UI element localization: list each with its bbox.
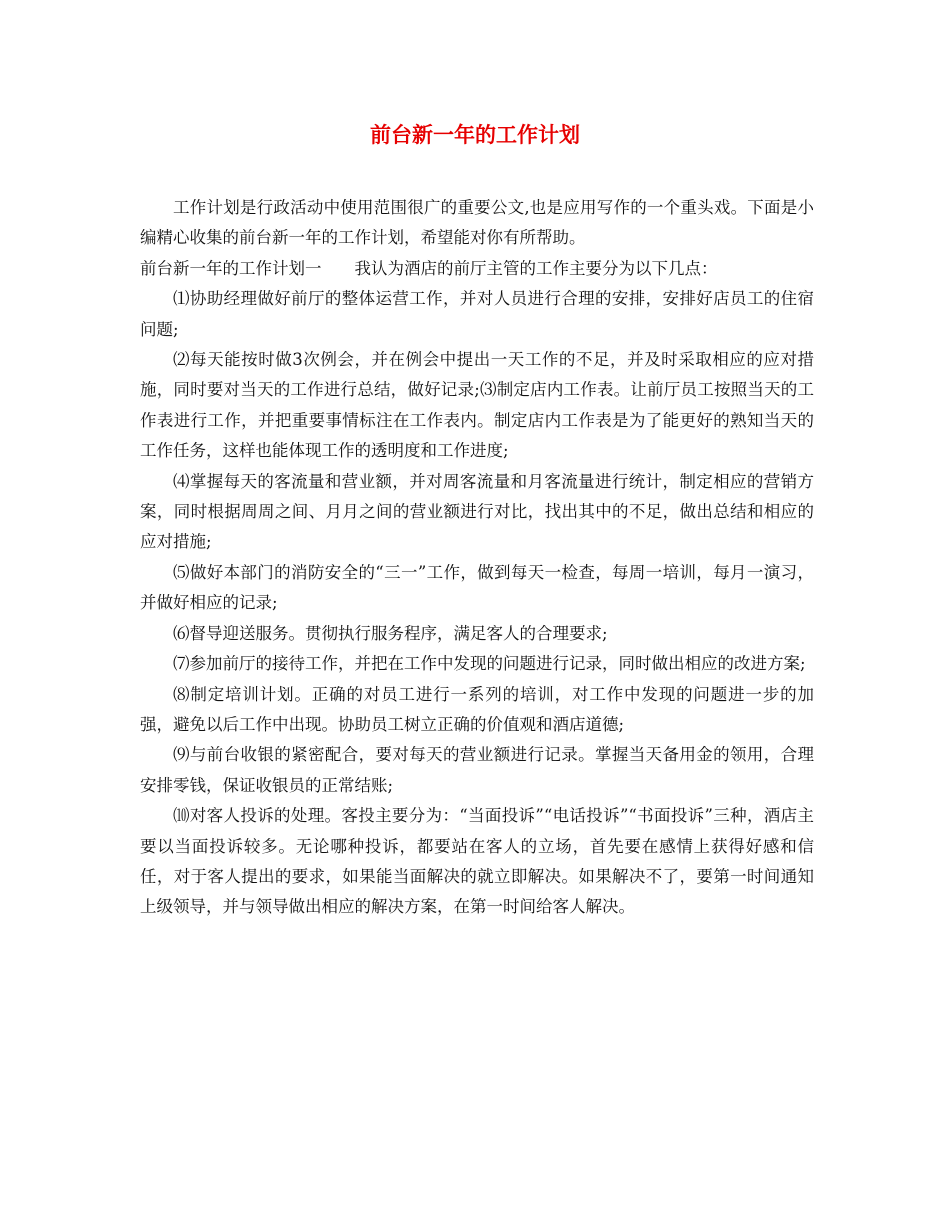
page-title: 前台新一年的工作计划 (370, 123, 580, 147)
list-item-6: ⑹督导迎送服务。贯彻执行服务程序，满足客人的合理要求; (173, 623, 608, 643)
list-item-9: ⑼与前台收银的紧密配合，要对每天的营业额进行记录。掌握当天备用金的领用，合理安排零钱，保证收银员的正常结账; (140, 745, 814, 795)
list-item-8: ⑻制定培训计划。正确的对员工进行一系列的培训，对工作中发现的问题进一步的加强，避免以后工作中出现。协助员工树立正确的价值观和酒店道德; (140, 684, 814, 734)
list-item-10: ⑽对客人投诉的处理。客投主要分为：“当面投诉”“电话投诉”“书面投诉”三种，酒店主要以当面投诉较多。无论哪种投诉，都要站在客人的立场，首先要在感情上获得好感和信任，对于客人提出的要求，如果能当面解决的就立即解决。如果解决不了，要第一时间通知上级领导，并与领导做出相应的解决方案，在第一时间给客人解决。 (140, 806, 814, 917)
list-item-7: ⑺参加前厅的接待工作，并把在工作中发现的问题进行记录，同时做出相应的改进方案; (173, 654, 806, 674)
list-item-4: ⑷掌握每天的客流量和营业额，并对周客流量和月客流量进行统计，制定相应的营销方案，同时根据周周之间、月月之间的营业额进行对比，找出其中的不足，做出总结和相应的应对措施; (140, 471, 814, 552)
intro-paragraph: 工作计划是行政活动中使用范围很广的重要公文,也是应用写作的一个重头戏。下面是小编精心收集的前台新一年的工作计划，希望能对你有所帮助。 (140, 198, 814, 248)
list-item-5: ⑸做好本部门的消防安全的“三一”工作，做到每天一检查，每周一培训，每月一演习，并做好相应的记录; (140, 562, 814, 613)
section-heading-paragraph: 前台新一年的工作计划一 我认为酒店的前厅主管的工作主要分为以下几点： (140, 258, 718, 278)
list-item-2: ⑵每天能按时做3次例会，并在例会中提出一天工作的不足，并及时采取相应的应对措施，同时要对当天的工作进行总结，做好记录;⑶制定店内工作表。让前厅员工按照当天的工作表进行工作，并把重要事情标注在工作表内。制定店内工作表是为了能更好的熟知当天的工作任务，这样也能体现工作的透明度和工作进度; (140, 350, 814, 461)
list-item-1: ⑴协助经理做好前厅的整体运营工作，并对人员进行合理的安排，安排好店员工的住宿问题; (140, 289, 814, 339)
document-body (140, 193, 814, 923)
